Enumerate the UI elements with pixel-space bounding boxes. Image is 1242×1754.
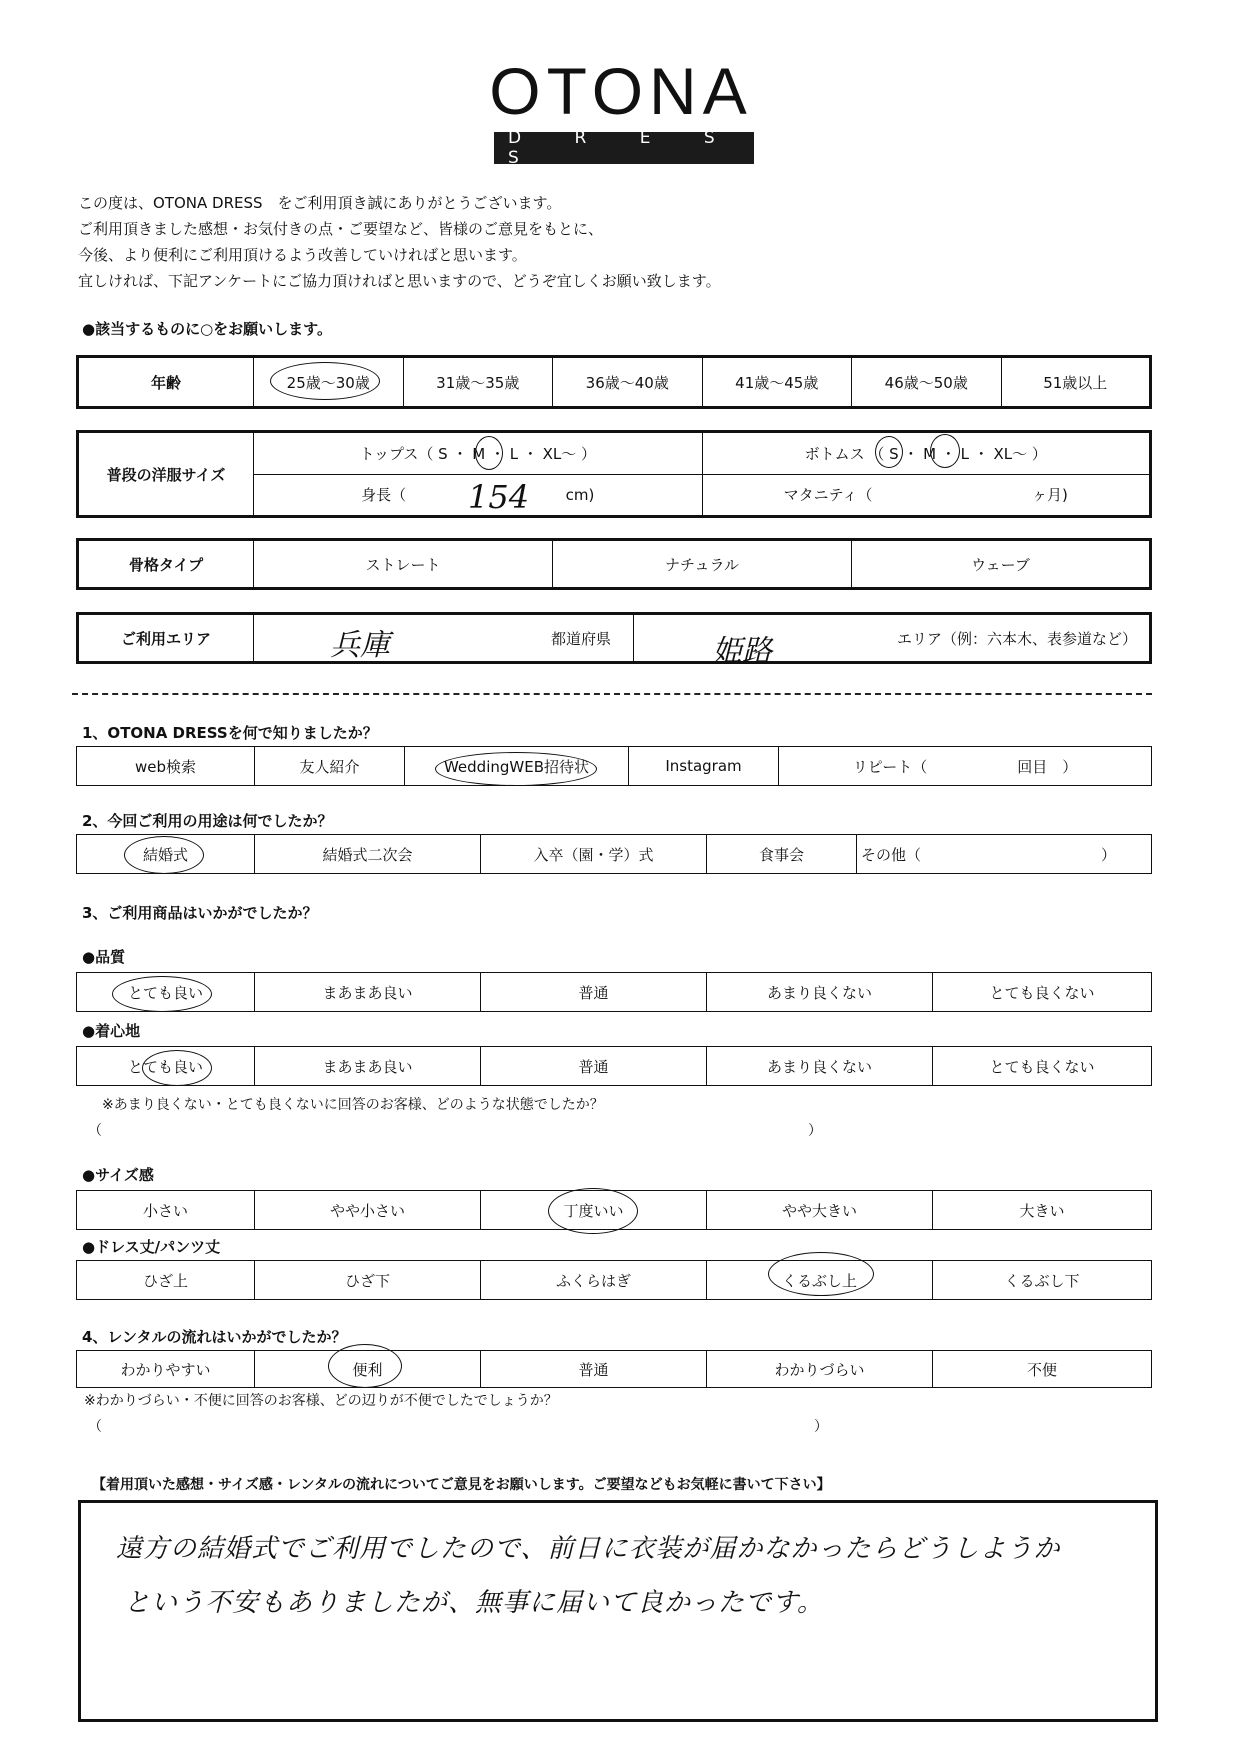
- length-option[interactable]: ひざ上: [77, 1261, 255, 1300]
- fit-option[interactable]: 丁度いい: [481, 1191, 707, 1230]
- body-type-table: [76, 538, 1152, 590]
- area-table: [76, 612, 1152, 664]
- q4-option[interactable]: わかりやすい: [77, 1351, 255, 1388]
- age-option[interactable]: 36歳～40歳: [553, 357, 703, 408]
- comfort-paren-close: ）: [808, 1123, 822, 1139]
- selection-circle: [270, 362, 380, 400]
- q4-option[interactable]: 便利: [255, 1351, 481, 1388]
- selection-circle: [435, 752, 597, 786]
- selection-circle: [768, 1252, 874, 1296]
- fit-heading: ●サイズ感: [82, 1166, 154, 1184]
- comfort-table: [76, 1046, 1152, 1086]
- body-type-option[interactable]: ストレート: [254, 540, 553, 589]
- tops-size-options[interactable]: トップス（ S ・ M ・ L ・ XL～ ）: [254, 432, 703, 475]
- quality-option[interactable]: とても良い: [77, 973, 255, 1012]
- selection-circle: [142, 1050, 212, 1086]
- quality-option[interactable]: あまり良くない: [707, 973, 933, 1012]
- age-option[interactable]: 25歳～30歳: [254, 357, 404, 408]
- comfort-option[interactable]: とても良い: [77, 1047, 255, 1086]
- comments-header: 【着用頂いた感想・サイズ感・レンタルの流れについてご意見をお願いします。ご要望などもお気軽に書いて下さい】: [92, 1477, 831, 1493]
- selection-circle: [112, 976, 212, 1012]
- selection-circle: [930, 434, 960, 468]
- age-option[interactable]: 51歳以上: [1001, 357, 1151, 408]
- comfort-paren-open: （: [88, 1123, 102, 1139]
- maternity-field[interactable]: [702, 474, 1151, 517]
- quality-heading: ●品質: [82, 948, 126, 966]
- q1-table: [76, 746, 1152, 786]
- comfort-note: ※あまり良くない・とても良くないに回答のお客様、どのような状態でしたか？: [102, 1097, 604, 1113]
- selection-circle: [328, 1344, 402, 1388]
- area-label: ご利用エリア: [78, 614, 254, 663]
- comfort-option[interactable]: あまり良くない: [707, 1047, 933, 1086]
- q4-table: [76, 1350, 1152, 1388]
- q1-option[interactable]: WeddingWEB招待状: [405, 747, 629, 786]
- size-label: 普段の洋服サイズ: [78, 432, 254, 517]
- quality-option[interactable]: とても良くない: [933, 973, 1152, 1012]
- instruction-heading: ●該当するものに○をお願いします。: [82, 320, 332, 338]
- section-divider: [72, 693, 1152, 695]
- length-heading: ●ドレス丈/パンツ丈: [82, 1238, 221, 1256]
- selection-circle: [875, 436, 903, 468]
- intro-text: [78, 190, 721, 294]
- q2-option[interactable]: 入卒（園・学）式: [481, 835, 707, 874]
- handwritten-comment-line: という不安もありましたが、無事に届いて良かったです。: [124, 1588, 824, 1618]
- brand-logo-title: OTONA: [489, 54, 753, 128]
- comfort-option[interactable]: とても良くない: [933, 1047, 1152, 1086]
- age-option[interactable]: 41歳～45歳: [702, 357, 852, 408]
- q2-option[interactable]: 食事会: [707, 835, 857, 874]
- area-suffix: エリア（例：六本木、表参道など）: [896, 629, 1137, 648]
- q2-option[interactable]: 結婚式: [77, 835, 255, 874]
- length-table: [76, 1260, 1152, 1300]
- q4-note: ※わかりづらい・不便に回答のお客様、どの辺りが不便でしたでしょうか？: [84, 1393, 558, 1409]
- brand-logo-subtitle: [494, 128, 754, 168]
- length-option[interactable]: くるぶし下: [933, 1261, 1152, 1300]
- handwritten-height: 154: [468, 478, 530, 516]
- quality-option[interactable]: 普通: [481, 973, 707, 1012]
- q4-option[interactable]: 不便: [933, 1351, 1152, 1388]
- height-label: 身長（: [361, 486, 407, 505]
- handwritten-area: 姫路: [712, 634, 772, 669]
- body-type-label: 骨格タイプ: [78, 540, 254, 589]
- q4-option[interactable]: 普通: [481, 1351, 707, 1388]
- body-type-option[interactable]: ナチュラル: [553, 540, 852, 589]
- length-option[interactable]: ひざ下: [255, 1261, 481, 1300]
- size-table: [76, 430, 1152, 518]
- selection-circle: [548, 1188, 638, 1234]
- q1-option[interactable]: web検索: [77, 747, 255, 786]
- prefecture-suffix: 都道府県: [550, 629, 611, 648]
- brand-logo-subtitle-text: D R E S S: [508, 128, 739, 168]
- intro-line: 今後、より便利にご利用頂けるよう改善していければと思います。: [78, 246, 527, 264]
- q2-table: [76, 834, 1152, 874]
- q4-title: 4、レンタルの流れはいかがでしたか？: [82, 1328, 347, 1346]
- intro-line: この度は、OTONA DRESS をご利用頂き誠にありがとうございます。: [78, 194, 562, 212]
- fit-option[interactable]: やや大きい: [707, 1191, 933, 1230]
- selection-circle: [475, 436, 503, 470]
- q2-option[interactable]: 結婚式二次会: [255, 835, 481, 874]
- intro-line: 宜しければ、下記アンケートにご協力頂ければと思いますので、どうぞ宜しくお願い致します。: [78, 272, 721, 290]
- fit-option[interactable]: やや小さい: [255, 1191, 481, 1230]
- age-option[interactable]: 46歳～50歳: [852, 357, 1002, 408]
- q2-option[interactable]: その他（ ）: [857, 835, 1152, 874]
- length-option[interactable]: くるぶし上: [707, 1261, 933, 1300]
- handwritten-prefecture: 兵庫: [330, 628, 390, 663]
- length-option[interactable]: ふくらはぎ: [481, 1261, 707, 1300]
- prefecture-field[interactable]: [254, 614, 634, 663]
- quality-table: [76, 972, 1152, 1012]
- q2-title: 2、今回ご利用の用途は何でしたか？: [82, 812, 333, 830]
- handwritten-comment-line: 遠方の結婚式でご利用でしたので、前日に衣装が届かなかったらどうしようか: [116, 1534, 1061, 1564]
- q1-option[interactable]: 友人紹介: [255, 747, 405, 786]
- quality-option[interactable]: まあまあ良い: [255, 973, 481, 1012]
- q3-title: 3、ご利用商品はいかがでしたか？: [82, 904, 318, 922]
- bottoms-size-options[interactable]: ボトムス （ S ・ M ・ L ・ XL～ ）: [702, 432, 1151, 475]
- q4-paren-open: （: [88, 1419, 102, 1435]
- body-type-option[interactable]: ウェーブ: [852, 540, 1151, 589]
- q4-paren-close: ）: [814, 1419, 828, 1435]
- maternity-label: マタニティ（: [783, 486, 873, 505]
- maternity-unit: ヶ月): [1032, 486, 1068, 505]
- intro-line: ご利用頂きました感想・お気付きの点・ご要望など、皆様のご意見をもとに、: [78, 220, 604, 238]
- age-label: 年齢: [78, 357, 254, 408]
- comfort-heading: ●着心地: [82, 1022, 141, 1040]
- selection-circle: [124, 836, 204, 874]
- q1-title: 1、OTONA DRESSを何で知りましたか？: [82, 724, 378, 742]
- q4-option[interactable]: わかりづらい: [707, 1351, 933, 1388]
- age-table: [76, 355, 1152, 409]
- age-option[interactable]: 31歳～35歳: [403, 357, 553, 408]
- fit-option[interactable]: 小さい: [77, 1191, 255, 1230]
- q1-option[interactable]: リピート（ 回目 ）: [779, 747, 1152, 786]
- comfort-option[interactable]: 普通: [481, 1047, 707, 1086]
- comfort-option[interactable]: まあまあ良い: [255, 1047, 481, 1086]
- q1-option[interactable]: Instagram: [629, 747, 779, 786]
- height-unit: cm): [565, 486, 595, 505]
- fit-option[interactable]: 大きい: [933, 1191, 1152, 1230]
